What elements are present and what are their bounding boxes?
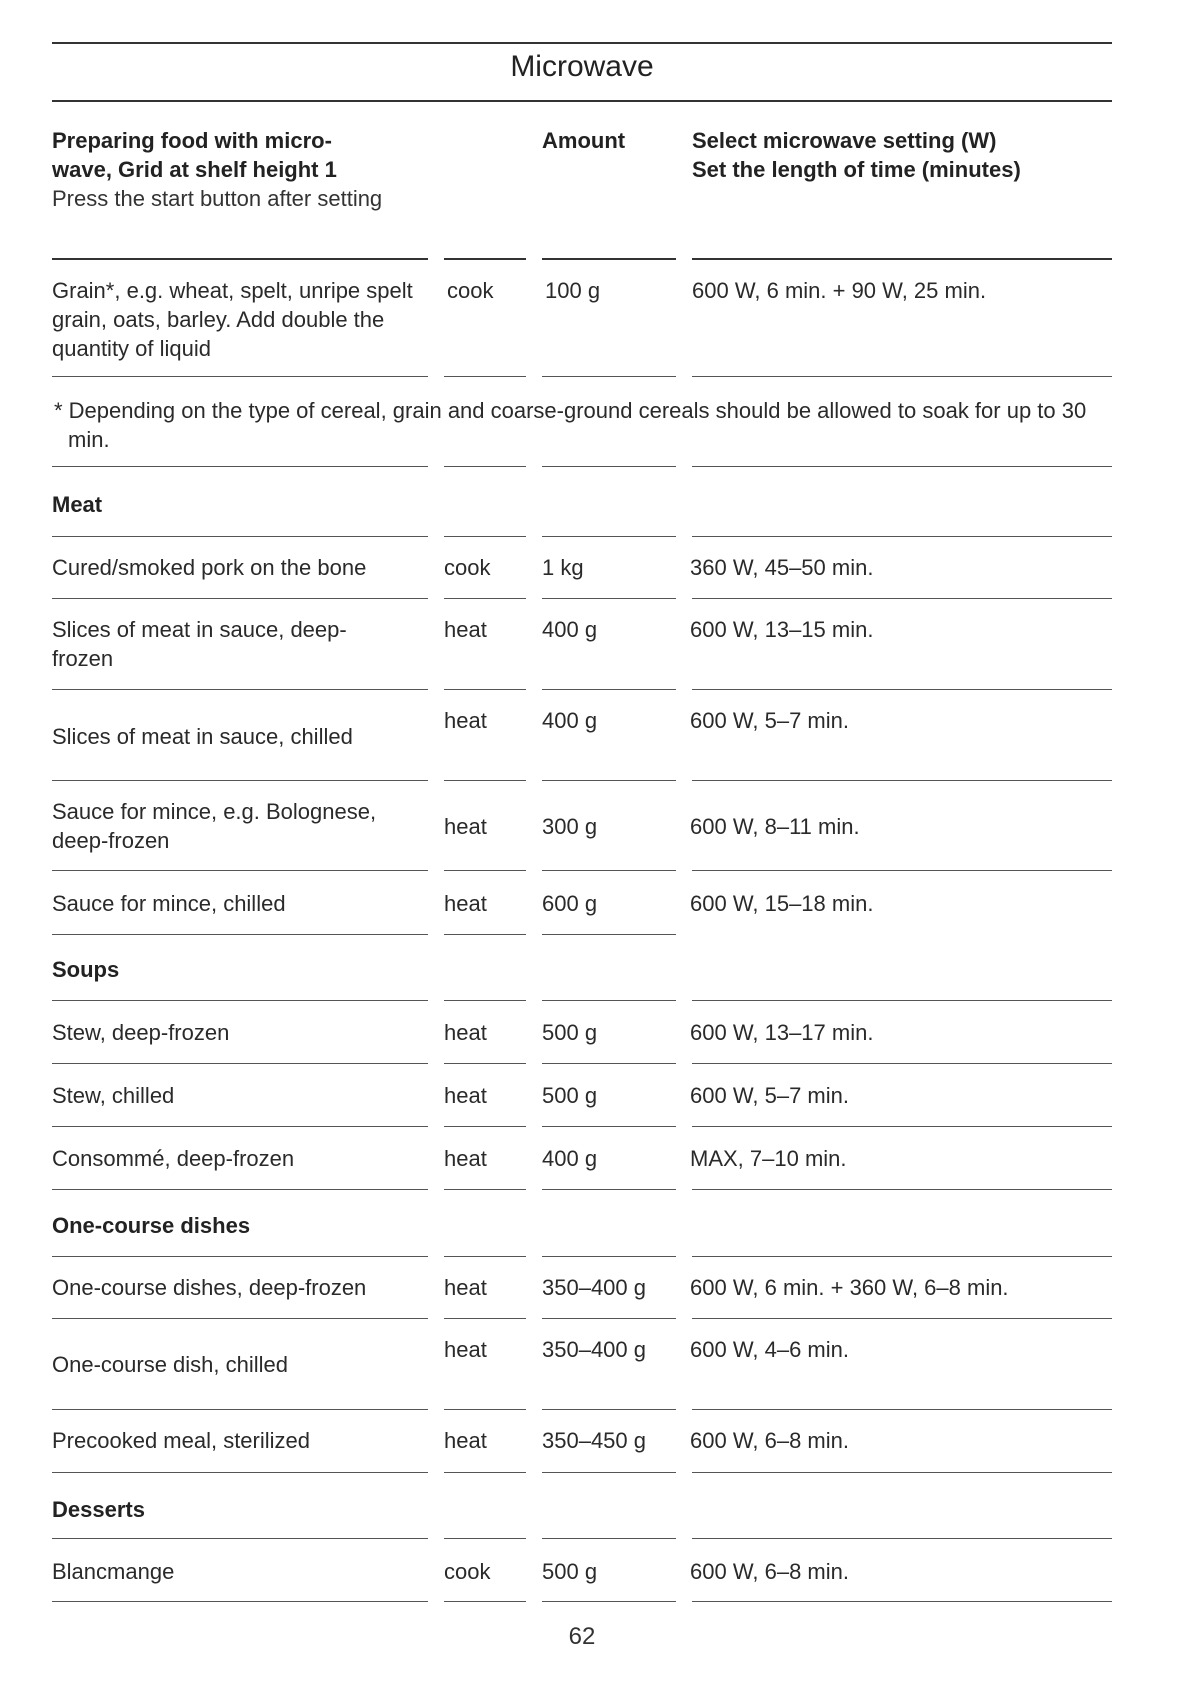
rule: [542, 1256, 676, 1257]
rule: [52, 1472, 428, 1473]
row-method: heat: [444, 1083, 487, 1108]
rule: [444, 376, 526, 377]
rule: [52, 1538, 428, 1539]
manual-page: [52, 0, 1112, 1683]
rule: [52, 870, 428, 871]
rule: [444, 258, 526, 260]
rule: [692, 1318, 1112, 1319]
rule: [52, 1256, 428, 1257]
rule: [692, 1126, 1112, 1127]
rule: [444, 780, 526, 781]
row-setting: 600 W, 6–8 min.: [690, 1559, 849, 1584]
rule: [692, 536, 1112, 537]
grain-setting: 600 W, 6 min. + 90 W, 25 min.: [692, 278, 987, 303]
row-setting: 600 W, 15–18 min.: [690, 891, 874, 916]
rule: [542, 258, 676, 260]
header-food-line1: Preparing food with micro-: [52, 128, 332, 153]
rule: [542, 1409, 676, 1410]
rule: [52, 376, 428, 377]
row-method: heat: [444, 1020, 487, 1045]
rule: [692, 1000, 1112, 1001]
rule: [692, 689, 1112, 690]
header-amount-label: Amount: [542, 128, 626, 153]
row-setting: 600 W, 5–7 min.: [690, 708, 849, 733]
rule: [444, 1538, 526, 1539]
header-food-subtext: Press the start button after setting: [52, 186, 383, 211]
rule: [52, 598, 428, 599]
rule: [542, 1063, 676, 1064]
row-food: One-course dish, chilled: [52, 1352, 289, 1377]
rule: [52, 1318, 428, 1319]
row-method: heat: [444, 814, 487, 839]
row-food: Blancmange: [52, 1559, 175, 1584]
rule: [542, 598, 676, 599]
page-title: Microwave: [510, 50, 654, 83]
row-food: Precooked meal, sterilized: [52, 1428, 311, 1453]
title-top-rule: [52, 42, 1112, 44]
page-number: 62: [568, 1623, 596, 1650]
row-amount: 400 g: [542, 617, 598, 642]
rule: [52, 536, 428, 537]
row-method: heat: [444, 1428, 487, 1453]
row-setting: MAX, 7–10 min.: [690, 1146, 847, 1171]
rule: [542, 1126, 676, 1127]
header-setting-line1: Select microwave setting (W): [692, 128, 997, 153]
rule: [542, 1538, 676, 1539]
section-desserts: Desserts: [52, 1497, 145, 1522]
rule: [692, 1472, 1112, 1473]
rule: [444, 466, 526, 467]
rule: [444, 536, 526, 537]
row-method: cook: [444, 1559, 491, 1584]
grain-method: cook: [447, 278, 494, 303]
row-method: heat: [444, 1337, 487, 1362]
rule: [52, 1189, 428, 1190]
section-meat: Meat: [52, 492, 103, 517]
row-food: Stew, deep-frozen: [52, 1020, 230, 1045]
rule: [444, 1126, 526, 1127]
row-setting: 600 W, 4–6 min.: [690, 1337, 849, 1362]
header-setting-line2: Set the length of time (minutes): [692, 157, 1021, 182]
row-method: heat: [444, 891, 487, 916]
header-food-column: [52, 126, 432, 213]
section-soups: Soups: [52, 957, 120, 982]
row-method: heat: [444, 708, 487, 733]
row-method: heat: [444, 1146, 487, 1171]
row-amount: 600 g: [542, 891, 598, 916]
rule: [692, 598, 1112, 599]
title-bottom-rule: [52, 100, 1112, 102]
rule: [52, 689, 428, 690]
rule: [444, 689, 526, 690]
rule: [52, 1601, 428, 1602]
row-food: One-course dishes, deep-frozen: [52, 1275, 367, 1300]
rule: [52, 934, 428, 935]
row-setting: 600 W, 8–11 min.: [690, 814, 860, 839]
rule: [52, 1063, 428, 1064]
rule: [52, 258, 428, 260]
rule: [52, 1409, 428, 1410]
grain-amount: 100 g: [545, 278, 601, 303]
row-food: Stew, chilled: [52, 1083, 175, 1108]
row-food: Sauce for mince, chilled: [52, 891, 286, 916]
row-food: Sauce for mince, e.g. Bolognese, deep-frozen: [52, 799, 377, 853]
rule: [52, 466, 428, 467]
rule: [542, 780, 676, 781]
section-one-course-dishes: One-course dishes: [52, 1213, 251, 1238]
row-amount: 400 g: [542, 708, 598, 733]
row-setting: 600 W, 13–15 min.: [690, 617, 874, 642]
row-method: heat: [444, 1275, 487, 1300]
rule: [52, 1000, 428, 1001]
rule: [542, 466, 676, 467]
rule: [444, 934, 526, 935]
rule: [542, 870, 676, 871]
row-amount: 1 kg: [542, 555, 584, 580]
rule: [692, 1256, 1112, 1257]
row-food: Cured/smoked pork on the bone: [52, 555, 367, 580]
row-amount: 500 g: [542, 1083, 598, 1108]
row-amount: 350–400 g: [542, 1275, 646, 1300]
rule: [542, 1189, 676, 1190]
grain-food: Grain*, e.g. wheat, spelt, unripe spelt grain, oats, barley. Add double the quantity of liquid: [52, 278, 413, 361]
row-amount: 300 g: [542, 814, 598, 839]
rule: [692, 1063, 1112, 1064]
row-method: heat: [444, 617, 487, 642]
footnote: * Depending on the type of cereal, grain and coarse-ground cereals should be allowed to soak for up to 30 min.: [54, 398, 1087, 452]
header-food-line2: wave, Grid at shelf height 1: [52, 157, 337, 182]
rule: [692, 870, 1112, 871]
rule: [692, 1409, 1112, 1410]
row-amount: 400 g: [542, 1146, 598, 1171]
row-setting: 360 W, 45–50 min.: [690, 555, 874, 580]
rule: [444, 1256, 526, 1257]
rule: [542, 1000, 676, 1001]
rule: [444, 1000, 526, 1001]
row-food: Slices of meat in sauce, chilled: [52, 724, 353, 749]
rule: [542, 1318, 676, 1319]
rule: [444, 598, 526, 599]
row-setting: 600 W, 13–17 min.: [690, 1020, 874, 1045]
row-setting: 600 W, 6 min. + 360 W, 6–8 min.: [690, 1275, 1009, 1300]
rule: [692, 1538, 1112, 1539]
rule: [692, 466, 1112, 467]
rule: [692, 1601, 1112, 1602]
rule: [444, 1601, 526, 1602]
row-setting: 600 W, 6–8 min.: [690, 1428, 849, 1453]
rule: [444, 870, 526, 871]
rule: [52, 1126, 428, 1127]
header-amount: [542, 126, 625, 155]
row-food: Consommé, deep-frozen: [52, 1146, 295, 1171]
row-amount: 350–400 g: [542, 1337, 646, 1362]
row-method: cook: [444, 555, 491, 580]
header-setting: [692, 126, 1021, 184]
rule: [542, 536, 676, 537]
row-amount: 500 g: [542, 1020, 598, 1045]
row-food: Slices of meat in sauce, deep-frozen: [52, 617, 347, 671]
rule: [542, 689, 676, 690]
rule: [692, 1189, 1112, 1190]
row-setting: 600 W, 5–7 min.: [690, 1083, 849, 1108]
rule: [692, 780, 1112, 781]
rule: [444, 1472, 526, 1473]
rule: [542, 1472, 676, 1473]
rule: [692, 258, 1112, 260]
row-amount: 500 g: [542, 1559, 598, 1584]
rule: [542, 1601, 676, 1602]
row-amount: 350–450 g: [542, 1428, 646, 1453]
rule: [542, 376, 676, 377]
rule: [52, 780, 428, 781]
rule: [444, 1409, 526, 1410]
rule: [692, 376, 1112, 377]
rule: [542, 934, 676, 935]
rule: [444, 1318, 526, 1319]
rule: [444, 1189, 526, 1190]
rule: [444, 1063, 526, 1064]
